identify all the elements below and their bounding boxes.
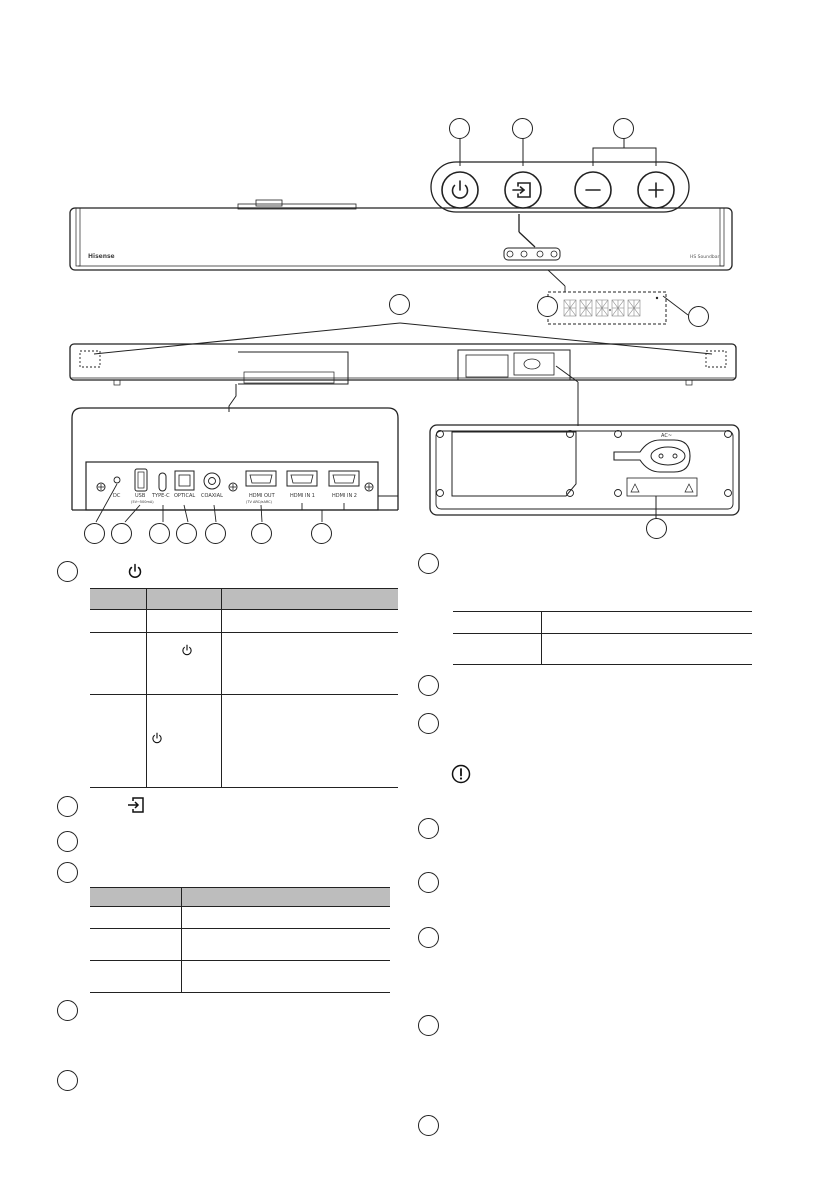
port-label-hdmi-out: HDMI OUT xyxy=(249,493,275,499)
item-marker-13 xyxy=(418,1015,439,1036)
item-marker-1 xyxy=(57,561,78,582)
volume-table xyxy=(90,887,390,993)
caution-icon xyxy=(451,764,471,784)
ac-label: AC~ xyxy=(661,433,673,439)
power-icon xyxy=(151,732,163,744)
port-label-hdmi-in2: HDMI IN 2 xyxy=(332,493,357,499)
callout-power-button xyxy=(449,118,470,139)
front-button-volume-up[interactable] xyxy=(551,251,557,257)
front-button-input[interactable] xyxy=(521,251,527,257)
callout-volume-buttons xyxy=(613,118,634,139)
item-marker-11 xyxy=(418,872,439,893)
item-marker-10 xyxy=(418,818,439,839)
coaxial-port[interactable] xyxy=(204,473,220,489)
type-c-port[interactable] xyxy=(159,473,166,491)
callout-sensor xyxy=(688,306,709,327)
port-label-usb-sub: (5V⎓500mA) xyxy=(131,500,154,504)
callout-ac-in xyxy=(646,518,667,539)
display-segments xyxy=(564,297,658,316)
callout-wall-mount xyxy=(389,294,410,315)
callout-hdmi-out xyxy=(251,523,272,544)
product-diagram xyxy=(0,0,822,560)
port-label-type-c: TYPE-C xyxy=(152,493,170,499)
front-button-power[interactable] xyxy=(507,251,513,257)
ac-inlet[interactable] xyxy=(614,440,690,472)
callout-usb xyxy=(111,523,132,544)
port-label-hdmi-in1: HDMI IN 1 xyxy=(290,493,315,499)
item-marker-5 xyxy=(57,1000,78,1021)
soundbar-front xyxy=(70,208,732,270)
port-label-dc: DC xyxy=(113,493,121,499)
item-marker-6 xyxy=(57,1070,78,1091)
item-marker-4 xyxy=(57,862,78,883)
callout-optical xyxy=(176,523,197,544)
port-label-optical: OPTICAL xyxy=(174,493,196,499)
input-icon xyxy=(127,797,145,813)
item-marker-3 xyxy=(57,831,78,852)
callout-display xyxy=(537,296,558,317)
power-icon xyxy=(181,644,193,656)
callout-coaxial xyxy=(205,523,226,544)
power-panel-closeup xyxy=(430,425,739,515)
callout-input-button xyxy=(512,118,533,139)
item-marker-8 xyxy=(418,675,439,696)
power-table xyxy=(90,588,398,788)
callout-type-c xyxy=(149,523,170,544)
display-table xyxy=(453,611,752,665)
brand-logo: Hisense xyxy=(88,253,115,260)
dc-port[interactable] xyxy=(114,477,120,483)
optical-port[interactable] xyxy=(175,471,194,490)
port-label-usb: USB xyxy=(135,493,146,499)
front-button-volume-down[interactable] xyxy=(537,251,543,257)
item-marker-12 xyxy=(418,927,439,948)
model-label: HS Soundbar xyxy=(690,255,720,260)
soundbar-rear xyxy=(70,344,736,380)
callout-hdmi-in xyxy=(311,523,332,544)
item-marker-9 xyxy=(418,713,439,734)
item-marker-14 xyxy=(418,1115,439,1136)
callout-dc xyxy=(84,523,105,544)
port-label-coaxial: COAXIAL xyxy=(201,493,223,499)
item-marker-7 xyxy=(418,553,439,574)
power-icon xyxy=(127,563,143,579)
port-label-hdmi-out-sub: (TV ARC/eARC) xyxy=(246,500,272,504)
item-marker-2 xyxy=(57,796,78,817)
